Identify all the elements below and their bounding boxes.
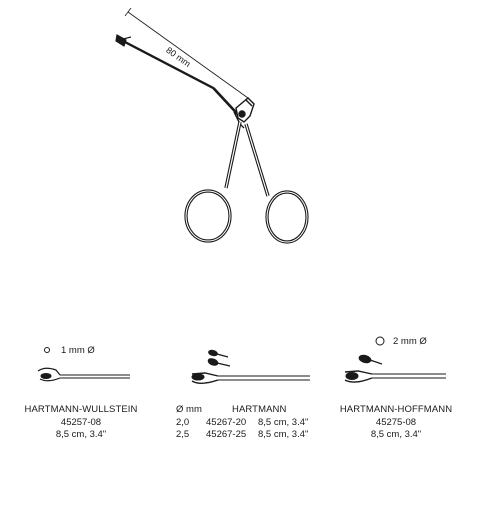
hartmann-row-length: 8,5 cm, 3.4" — [258, 417, 309, 428]
wullstein-name: HARTMANN-WULLSTEIN — [24, 404, 138, 415]
hoffmann-tip-drawing — [345, 354, 446, 382]
hoffmann-length: 8,5 cm, 3.4" — [370, 429, 422, 440]
hartmann-row-diameter: 2,0 — [176, 417, 190, 428]
hartmann-row-length: 8,5 cm, 3.4" — [258, 429, 309, 440]
hartmann-name: HARTMANN — [232, 404, 287, 415]
hartmann-row-diameter: 2,5 — [176, 429, 190, 440]
wullstein-length: 8,5 cm, 3.4" — [55, 429, 107, 440]
hoffmann-name: HARTMANN-HOFFMANN — [339, 404, 453, 415]
tip-size-icon — [376, 337, 384, 345]
wullstein-tip-size-label: 1 mm Ø — [61, 345, 95, 356]
hartmann-row-code: 45267-20 — [206, 417, 247, 428]
hoffmann-code: 45275-08 — [375, 417, 417, 428]
dimension-label: 80 mm — [164, 45, 193, 69]
hartmann-col-header: Ø mm — [176, 404, 202, 415]
hoffmann-tip-size-label: 2 mm Ø — [393, 336, 427, 347]
wullstein-code: 45257-08 — [60, 417, 102, 428]
hartmann-row-code: 45267-25 — [206, 429, 247, 440]
